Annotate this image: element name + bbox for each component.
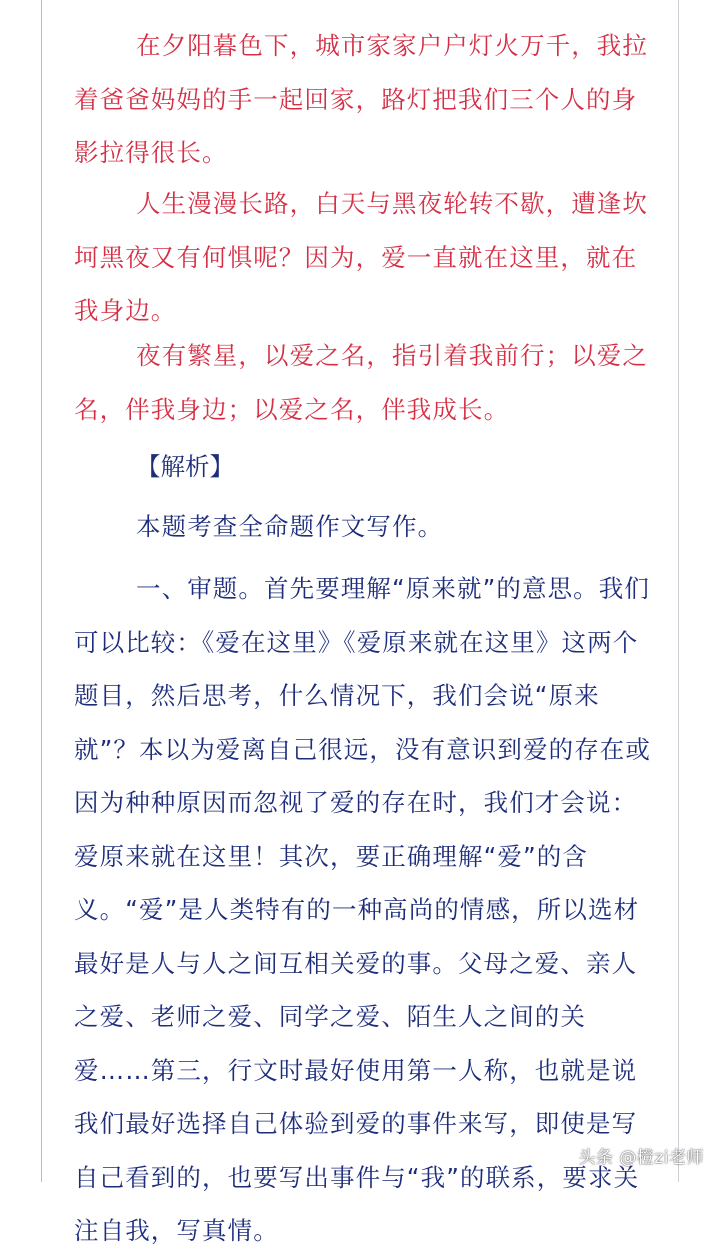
left-margin-line [41, 0, 42, 1182]
essay-paragraph-1: 在夕阳暮色下，城市家家户户灯火万千，我拉着爸爸妈妈的手一起回家，路灯把我们三个人的身影拉得很长。 [74, 31, 648, 167]
analysis-body: 一、审题。首先要理解“原来就”的意思。我们可以比较：《爱在这里》《爱原来就在这里》这两个题目，然后思考，什么情况下，我们会说“原来就”？本以为爱离自己很远，没有意识到爱的存在或因为种种原因而忽视了爱的存在时，我们才会说：爱原来就在这里！其次，要正确理解“爱”的含义。“爱”是人类特有的一种高尚的情感，所以选材最好是人与人之间互相关爱的事。父母之爱、亲人之爱、老师之爱、同学之爱、陌生人之间的关爱……第三，行文时最好使用第一人称，也就是说我们最好选择自己体验到爱的事件来写，即使是写自己看到的，也要写出事件与“我”的联系，要求关注自我，写真情。 [74, 574, 651, 1245]
analysis-intro: 本题考查全命题作文写作。 [136, 512, 444, 541]
analysis-heading: 【解析】 [136, 452, 234, 481]
right-margin-line [678, 0, 679, 1182]
essay-paragraph-3: 夜有繁星，以爱之名，指引着我前行；以爱之名，伴我身边；以爱之名，伴我成长。 [74, 341, 648, 424]
watermark-label: 头条 @橙zi老师 [578, 1148, 704, 1168]
essay-paragraph-2: 人生漫漫长路，白天与黑夜轮转不歇，遭逢坎坷黑夜又有何惧呢？因为，爱一直就在这里，就在我身边。 [74, 189, 648, 325]
